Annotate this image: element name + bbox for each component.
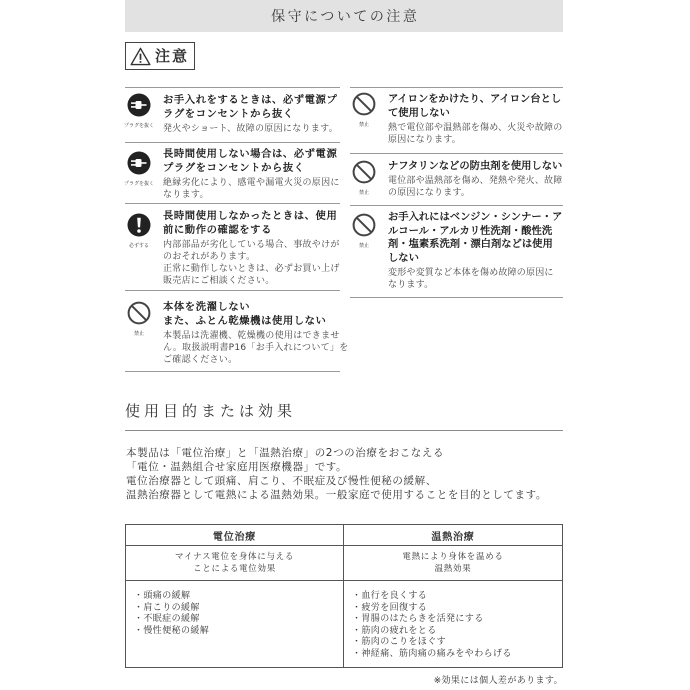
unplug-icon bbox=[127, 93, 151, 117]
effect-list-item: ・胃腸のはたらきを活発にする bbox=[352, 614, 484, 624]
caution-description-line: 販売店にご相談ください。 bbox=[163, 275, 275, 286]
caution-symbol bbox=[123, 151, 155, 187]
table-header-thermal-therapy: 温熱治療 bbox=[344, 525, 562, 546]
caution-description-line: 原因になります。 bbox=[388, 134, 461, 145]
symbol-label: 必ずする bbox=[128, 243, 149, 249]
caution-description-line: 電位部や温熱部を傷め、発熱や発火、故障 bbox=[388, 176, 563, 186]
effect-list-item: ・筋肉の疲れをとる bbox=[352, 625, 437, 636]
purpose-paragraph bbox=[126, 446, 547, 502]
caution-text bbox=[388, 211, 563, 291]
symbol-label: 禁止 bbox=[133, 331, 144, 337]
caution-description bbox=[163, 177, 340, 201]
caution-description-line: の原因になります。 bbox=[388, 188, 471, 198]
effect-list-item: ・血行を良くする bbox=[352, 591, 428, 601]
caution-no-insect-repellent bbox=[350, 153, 563, 205]
paragraph-line: 温熱治療器として電熱による温熱効果。一般家庭で使用することを目的としてます。 bbox=[126, 489, 547, 501]
caution-description-line: なります。 bbox=[388, 279, 434, 290]
effect-list-item: ・慢性便秘の緩解 bbox=[134, 625, 210, 636]
caution-symbol bbox=[348, 213, 380, 249]
prohibited-icon bbox=[127, 301, 151, 325]
effects-table bbox=[125, 524, 563, 668]
caution-title-line: て使用しない bbox=[388, 106, 450, 119]
caution-title-line: お手入れをするときは、必ず電源プ bbox=[163, 94, 338, 106]
caution-check-operation bbox=[125, 203, 340, 290]
caution-description-line: 熱で電位部や温熱部を傷め、火災や故障の bbox=[388, 122, 563, 133]
table-effects-thermal-therapy bbox=[344, 581, 562, 667]
purpose-heading: 使用目的または効果 bbox=[125, 402, 297, 420]
symbol-label: 禁止 bbox=[358, 243, 369, 249]
paragraph-line: 本製品は「電位治療」と「温熱治療」の2つの治療をおこなえる bbox=[126, 447, 445, 459]
caution-description bbox=[388, 122, 563, 146]
caution-title-line: しない bbox=[388, 251, 419, 264]
table-summary-thermal-therapy bbox=[344, 546, 562, 581]
symbol-label: 禁止 bbox=[358, 190, 369, 196]
caution-title-line: ラグをコンセントから抜く bbox=[163, 107, 294, 120]
caution-symbol bbox=[123, 301, 155, 337]
caution-description-line: ご確認ください。 bbox=[163, 354, 238, 365]
caution-symbol bbox=[348, 160, 380, 196]
effect-list-item: ・神経痛、筋肉痛の痛みをやわらげる bbox=[352, 648, 512, 659]
caution-title-line: プラグをコンセントから抜く bbox=[163, 161, 305, 174]
caution-text bbox=[163, 94, 340, 135]
caution-title-line: また、ふとん乾燥機は使用しない bbox=[163, 314, 327, 327]
prohibited-icon bbox=[352, 160, 376, 184]
table-summary-potential-therapy bbox=[126, 546, 344, 581]
header-title: 保守についての注意 bbox=[271, 9, 420, 25]
summary-line: 温熱効果 bbox=[434, 564, 472, 574]
unplug-icon bbox=[127, 151, 151, 175]
caution-symbol bbox=[348, 92, 380, 128]
summary-line: ことによる電位効果 bbox=[193, 564, 276, 574]
effect-list-item: ・不眠症の緩解 bbox=[134, 614, 200, 624]
caution-title-line: 長時間使用しない場合は、必ず電源 bbox=[163, 148, 338, 160]
table-effects-potential-therapy bbox=[126, 581, 344, 667]
caution-title-line: 剤・塩素系洗剤・漂白剤などは使用 bbox=[388, 238, 553, 250]
effect-list-item: ・頭痛の緩解 bbox=[134, 591, 191, 601]
caution-title-line: 長時間使用しなかったときは、使用 bbox=[163, 210, 338, 222]
caution-title-line: お手入れにはベンジン・シンナー・ア bbox=[388, 211, 563, 223]
caution-description-line: 絶縁劣化により、感電や漏電火災の原因に bbox=[163, 177, 340, 188]
caution-title bbox=[388, 160, 563, 174]
caution-title bbox=[163, 148, 340, 175]
right-column-bottom-rule bbox=[350, 297, 563, 298]
caution-text bbox=[163, 301, 349, 366]
caution-no-solvents bbox=[350, 205, 563, 297]
caution-description bbox=[388, 175, 563, 199]
paragraph-line: 電位治療器として頭痛、肩こり、不眠症及び慢性便秘の緩解、 bbox=[126, 475, 437, 487]
warning-triangle-icon bbox=[130, 47, 151, 66]
caution-description-line: ん。取扱説明書P16「お手入れについて」を bbox=[163, 342, 349, 353]
summary-line: マイナス電位を身体に与える bbox=[174, 552, 295, 562]
caution-no-ironing bbox=[350, 87, 563, 153]
caution-unplug-when-unused bbox=[125, 142, 340, 203]
caution-description bbox=[163, 330, 349, 366]
caution-symbol bbox=[123, 213, 155, 249]
caution-symbol bbox=[123, 93, 155, 129]
caution-text bbox=[163, 210, 340, 287]
maintenance-caution-header bbox=[125, 0, 563, 32]
caution-description-line: のおそれがあります。 bbox=[163, 251, 256, 262]
caution-title-line: ルコール・アルカリ性洗剤・酸性洗 bbox=[388, 224, 553, 237]
footnote: ※効果には個人差があります。 bbox=[433, 676, 563, 686]
purpose-heading-rule bbox=[125, 430, 563, 431]
summary-line: 電熱により身体を温める bbox=[402, 552, 504, 562]
caution-title-line: ナフタリンなどの防虫剤を使用しない bbox=[388, 160, 563, 172]
caution-title bbox=[163, 210, 340, 237]
caution-text bbox=[388, 160, 563, 199]
caution-description bbox=[163, 239, 340, 287]
caution-title bbox=[388, 211, 563, 265]
caution-text bbox=[163, 148, 340, 201]
effect-list-item: ・疲労を回復する bbox=[352, 602, 428, 613]
prohibited-icon bbox=[352, 213, 376, 237]
caution-description-line: 変形や変質など本体を傷め故障の原因に bbox=[388, 267, 554, 278]
caution-description-line: 正常に動作しないときは、必ずお買い上げ bbox=[163, 263, 340, 274]
symbol-label: 禁止 bbox=[358, 122, 369, 128]
paragraph-line: 「電位・温熱組合せ家庭用医療機器」です。 bbox=[126, 461, 348, 473]
caution-title-line: 本体を洗濯しない bbox=[163, 301, 251, 313]
caution-title bbox=[163, 301, 340, 328]
caution-description-line: 内部部品が劣化している場合、事故やけが bbox=[163, 239, 340, 250]
effect-list-item: ・筋肉のこりをほぐす bbox=[352, 637, 447, 647]
symbol-label: プラグを抜く bbox=[123, 123, 154, 129]
symbol-label: プラグを抜く bbox=[123, 181, 154, 187]
caution-description-line: なります。 bbox=[163, 189, 209, 200]
prohibited-icon bbox=[352, 92, 376, 116]
caution-description-line: 本製品は洗濯機、乾燥機の使用はできませ bbox=[163, 330, 340, 341]
caution-title bbox=[163, 94, 340, 121]
table-header-potential-therapy: 電位治療 bbox=[126, 525, 344, 546]
caution-badge bbox=[125, 42, 195, 70]
caution-title-line: 前に動作の確認をする bbox=[163, 223, 272, 236]
left-column-bottom-rule bbox=[125, 371, 340, 372]
mandatory-action-icon bbox=[127, 213, 151, 237]
caution-no-washing bbox=[125, 290, 349, 371]
caution-description bbox=[163, 123, 340, 135]
caution-title bbox=[388, 93, 563, 120]
caution-title-line: アイロンをかけたり、アイロン台とし bbox=[388, 93, 562, 105]
effect-list-item: ・肩こりの緩解 bbox=[134, 602, 200, 613]
caution-badge-label: 注意 bbox=[155, 47, 190, 65]
caution-unplug-before-cleaning bbox=[125, 87, 340, 142]
caution-description bbox=[388, 267, 563, 291]
caution-text bbox=[388, 93, 563, 146]
caution-description-line: 発火やショート、故障の原因になります。 bbox=[163, 123, 338, 134]
